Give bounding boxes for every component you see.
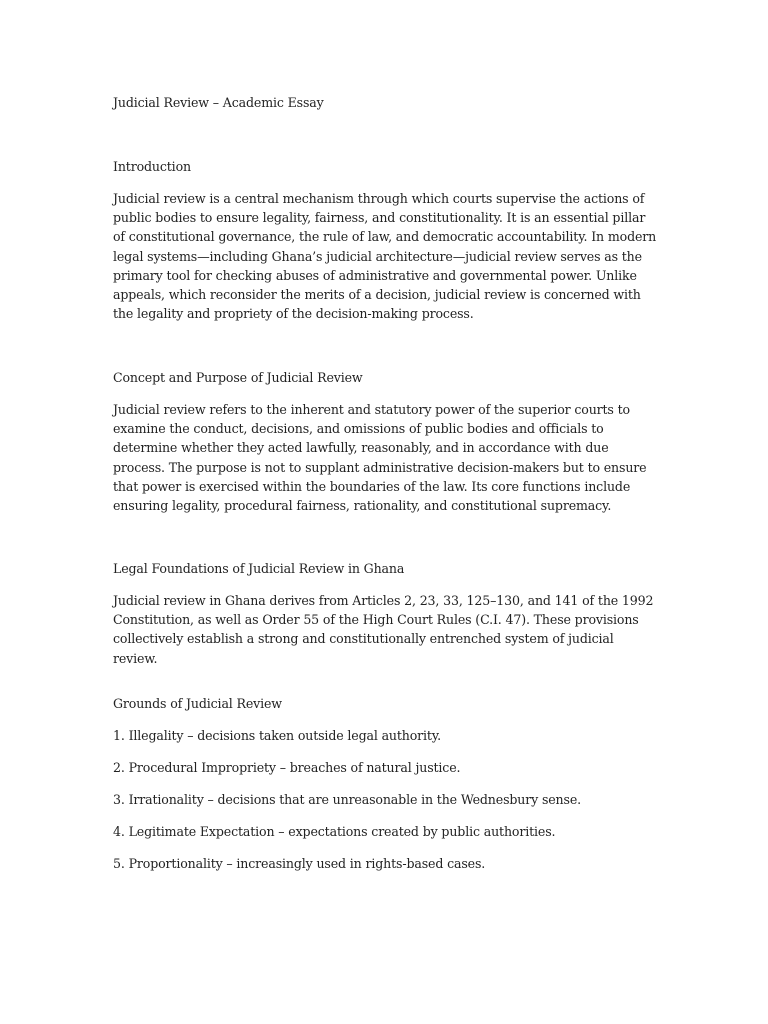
- section-body-concept: Judicial review refers to the inherent and statutory power of the superior courts to examine the conduct, decisions, and omissions of public bodies and officials to determine whether they acted lawfully, reasonably, and in accordance with due process. The purpose is not to supplant administrative decision-makers but to ensure that power is exercised within the boundaries of the law. Its core functions include ensuring legality, procedural fairness, rationality, and constitutional supremacy.: [113, 402, 647, 514]
- document-title: Judicial Review – Academic Essay: [113, 95, 324, 110]
- section-heading-introduction: Introduction: [113, 159, 191, 174]
- grounds-list-item: 3. Irrationality – decisions that are unreasonable in the Wednesbury sense.: [113, 792, 581, 807]
- section-heading-concept: Concept and Purpose of Judicial Review: [113, 370, 363, 385]
- section-body-introduction: Judicial review is a central mechanism through which courts supervise the actions of public bodies to ensure legality, fairness, and constitutionality. It is an essential pillar of constitutional governance, the rule of law, and democratic accountability. In modern legal systems—including Ghana’s judicial architecture—judicial review serves as the primary tool for checking abuses of administrative and governmental power. Unlike appeals, which reconsider the merits of a decision, judicial review is concerned with the legality and propriety of the decision-making process.: [113, 191, 657, 322]
- grounds-list-item: 5. Proportionality – increasingly used in rights-based cases.: [113, 856, 486, 871]
- section-heading-grounds: Grounds of Judicial Review: [113, 696, 282, 711]
- grounds-list-item: 4. Legitimate Expectation – expectations created by public authorities.: [113, 824, 556, 839]
- section-heading-legal-foundations: Legal Foundations of Judicial Review in Ghana: [113, 561, 405, 576]
- grounds-list-item: 2. Procedural Impropriety – breaches of natural justice.: [113, 760, 461, 775]
- section-body-legal-foundations: Judicial review in Ghana derives from Articles 2, 23, 33, 125–130, and 141 of the 1992 Constitution, as well as Order 55 of the High Court Rules (C.I. 47). These provisions collectively establish a strong and constitutionally entrenched system of judicial review.: [113, 593, 654, 666]
- grounds-list-item: 1. Illegality – decisions taken outside legal authority.: [113, 728, 441, 743]
